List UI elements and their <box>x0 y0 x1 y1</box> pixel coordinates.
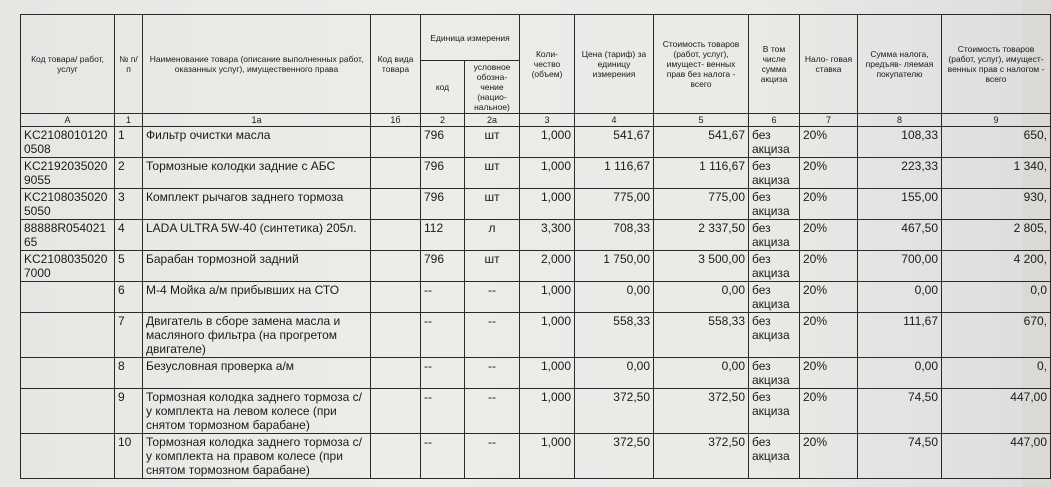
index-cell: 4 <box>575 114 654 127</box>
item-cost: 558,33 <box>654 313 749 358</box>
item-code <box>21 434 115 479</box>
col-header-tax-amount: Сумма налога, предъяв- ляемая покупателю <box>858 15 942 114</box>
item-code: KC21080350207000 <box>21 251 115 282</box>
item-tax: 0,00 <box>858 358 942 389</box>
item-unit-code: -- <box>421 434 465 479</box>
item-price: 372,50 <box>575 434 654 479</box>
item-unit: шт <box>465 158 520 189</box>
item-code <box>21 313 115 358</box>
item-unit-code: 796 <box>421 127 465 158</box>
col-header-unit-code: код <box>421 61 465 114</box>
table-row <box>21 358 1051 389</box>
item-tax-rate: 20% <box>800 251 858 282</box>
item-type-code <box>371 251 421 282</box>
col-header-unit-group: Единица измерения <box>421 15 520 61</box>
item-qty: 1,000 <box>520 282 575 313</box>
item-name: Барабан тормозной задний <box>143 251 371 282</box>
item-excise: без акциза <box>749 358 800 389</box>
item-excise: без акциза <box>749 434 800 479</box>
item-qty: 1,000 <box>520 313 575 358</box>
item-code <box>21 389 115 434</box>
item-total: 2 805, <box>942 220 1051 251</box>
index-cell: 9 <box>942 114 1051 127</box>
item-total: 670, <box>942 313 1051 358</box>
table-row <box>21 282 1051 313</box>
item-code: KC21080350205050 <box>21 189 115 220</box>
item-type-code <box>371 358 421 389</box>
item-code <box>21 358 115 389</box>
item-cost: 2 337,50 <box>654 220 749 251</box>
item-unit-code: 796 <box>421 158 465 189</box>
item-price: 775,00 <box>575 189 654 220</box>
item-unit: -- <box>465 389 520 434</box>
item-tax: 74,50 <box>858 434 942 479</box>
col-header-num: № п/п <box>115 15 143 114</box>
item-tax: 0,00 <box>858 282 942 313</box>
item-unit-code: -- <box>421 358 465 389</box>
index-cell: 6 <box>749 114 800 127</box>
index-cell: 8 <box>858 114 942 127</box>
item-name: Фильтр очистки масла <box>143 127 371 158</box>
table-row <box>21 158 1051 189</box>
item-qty: 1,000 <box>520 358 575 389</box>
item-unit-code: 796 <box>421 251 465 282</box>
item-total: 0, <box>942 358 1051 389</box>
item-type-code <box>371 158 421 189</box>
item-total: 4 200, <box>942 251 1051 282</box>
table-row <box>21 127 1051 158</box>
item-type-code <box>371 389 421 434</box>
item-cost: 372,50 <box>654 389 749 434</box>
table-row <box>21 313 1051 358</box>
item-excise: без акциза <box>749 220 800 251</box>
item-cost: 0,00 <box>654 282 749 313</box>
item-name: Тормозная колодка заднего тормоза с/у комплекта на правом колесе (при снятом тормозном барабане) <box>143 434 371 479</box>
item-tax-rate: 20% <box>800 313 858 358</box>
item-tax: 108,33 <box>858 127 942 158</box>
col-header-qty: Коли- чество (объем) <box>520 15 575 114</box>
item-tax: 223,33 <box>858 158 942 189</box>
item-qty: 3,300 <box>520 220 575 251</box>
item-unit-code: -- <box>421 282 465 313</box>
item-number: 3 <box>115 189 143 220</box>
item-total: 447,00 <box>942 389 1051 434</box>
col-header-unit-symbol: условное обозна- чение (нацио- нальное) <box>465 61 520 114</box>
item-price: 0,00 <box>575 282 654 313</box>
index-cell: 2 <box>421 114 465 127</box>
item-excise: без акциза <box>749 282 800 313</box>
item-excise: без акциза <box>749 158 800 189</box>
table-row <box>21 434 1051 479</box>
item-unit-code: -- <box>421 313 465 358</box>
item-type-code <box>371 434 421 479</box>
item-unit: л <box>465 220 520 251</box>
item-tax: 467,50 <box>858 220 942 251</box>
item-tax: 700,00 <box>858 251 942 282</box>
item-price: 1 116,67 <box>575 158 654 189</box>
table-row <box>21 189 1051 220</box>
item-name: LADA ULTRA 5W-40 (синтетика) 205л. <box>143 220 371 251</box>
item-qty: 2,000 <box>520 251 575 282</box>
item-cost: 775,00 <box>654 189 749 220</box>
item-unit-code: 112 <box>421 220 465 251</box>
item-price: 541,67 <box>575 127 654 158</box>
item-tax-rate: 20% <box>800 189 858 220</box>
item-tax: 155,00 <box>858 189 942 220</box>
item-number: 4 <box>115 220 143 251</box>
item-unit: шт <box>465 127 520 158</box>
item-total: 930, <box>942 189 1051 220</box>
col-header-tax-rate: Нало- говая ставка <box>800 15 858 114</box>
item-tax: 111,67 <box>858 313 942 358</box>
item-excise: без акциза <box>749 389 800 434</box>
index-cell: 1б <box>371 114 421 127</box>
item-cost: 0,00 <box>654 358 749 389</box>
index-cell: 2а <box>465 114 520 127</box>
table-row <box>21 251 1051 282</box>
item-number: 9 <box>115 389 143 434</box>
item-name: Безусловная проверка а/м <box>143 358 371 389</box>
item-total: 1 340, <box>942 158 1051 189</box>
col-header-type-code: Код вида товара <box>371 15 421 114</box>
item-name: М-4 Мойка а/м прибывших на СТО <box>143 282 371 313</box>
index-cell: А <box>21 114 115 127</box>
index-cell: 7 <box>800 114 858 127</box>
item-price: 372,50 <box>575 389 654 434</box>
table-row <box>21 220 1051 251</box>
item-tax: 74,50 <box>858 389 942 434</box>
item-unit: шт <box>465 189 520 220</box>
item-number: 8 <box>115 358 143 389</box>
item-code: KC21080101200508 <box>21 127 115 158</box>
item-qty: 1,000 <box>520 127 575 158</box>
col-header-cost-no-tax: Стоимость товаров (работ, услуг), имущест- венных прав без налога - всего <box>654 15 749 114</box>
item-number: 1 <box>115 127 143 158</box>
col-header-name: Наименование товара (описание выполненных работ, оказанных услуг), имущественного права <box>143 15 371 114</box>
invoice-body <box>21 127 1051 479</box>
item-name: Комплект рычагов заднего тормоза <box>143 189 371 220</box>
item-code: 88888R05402165 <box>21 220 115 251</box>
header-row-top <box>21 15 1051 61</box>
col-header-price: Цена (тариф) за единицу измерения <box>575 15 654 114</box>
item-total: 447,00 <box>942 434 1051 479</box>
item-excise: без акциза <box>749 127 800 158</box>
item-code <box>21 282 115 313</box>
item-number: 10 <box>115 434 143 479</box>
item-tax-rate: 20% <box>800 282 858 313</box>
item-excise: без акциза <box>749 189 800 220</box>
item-qty: 1,000 <box>520 389 575 434</box>
col-header-code: Код товара/ работ, услуг <box>21 15 115 114</box>
item-unit: -- <box>465 358 520 389</box>
item-unit: -- <box>465 313 520 358</box>
item-qty: 1,000 <box>520 434 575 479</box>
item-price: 558,33 <box>575 313 654 358</box>
item-excise: без акциза <box>749 313 800 358</box>
item-cost: 372,50 <box>654 434 749 479</box>
item-total: 650, <box>942 127 1051 158</box>
item-tax-rate: 20% <box>800 158 858 189</box>
item-number: 5 <box>115 251 143 282</box>
item-type-code <box>371 127 421 158</box>
item-tax-rate: 20% <box>800 220 858 251</box>
index-cell: 5 <box>654 114 749 127</box>
invoice-table <box>20 14 1051 479</box>
item-number: 7 <box>115 313 143 358</box>
item-type-code <box>371 313 421 358</box>
index-cell: 1а <box>143 114 371 127</box>
item-tax-rate: 20% <box>800 434 858 479</box>
index-cell: 3 <box>520 114 575 127</box>
item-name: Тормозная колодка заднего тормоза с/у комплекта на левом колесе (при снятом тормозном барабане) <box>143 389 371 434</box>
item-cost: 3 500,00 <box>654 251 749 282</box>
item-number: 6 <box>115 282 143 313</box>
item-type-code <box>371 220 421 251</box>
item-qty: 1,000 <box>520 158 575 189</box>
item-unit: шт <box>465 251 520 282</box>
table-row <box>21 389 1051 434</box>
item-name: Тормозные колодки задние с АБС <box>143 158 371 189</box>
item-total: 0,0 <box>942 282 1051 313</box>
item-unit-code: 796 <box>421 189 465 220</box>
item-name: Двигатель в сборе замена масла и масляного фильтра (на прогретом двигателе) <box>143 313 371 358</box>
col-header-excise: В том числе сумма акциза <box>749 15 800 114</box>
item-unit: -- <box>465 282 520 313</box>
item-type-code <box>371 282 421 313</box>
item-unit: -- <box>465 434 520 479</box>
item-unit-code: -- <box>421 389 465 434</box>
index-row <box>21 114 1051 127</box>
item-tax-rate: 20% <box>800 389 858 434</box>
item-code: KC21920350209055 <box>21 158 115 189</box>
item-tax-rate: 20% <box>800 358 858 389</box>
item-number: 2 <box>115 158 143 189</box>
item-price: 708,33 <box>575 220 654 251</box>
item-qty: 1,000 <box>520 189 575 220</box>
item-cost: 541,67 <box>654 127 749 158</box>
item-price: 0,00 <box>575 358 654 389</box>
index-cell: 1 <box>115 114 143 127</box>
col-header-cost-with-tax: Стоимость товаров (работ, услуг), имущест- венных прав с налогом - всего <box>942 15 1051 114</box>
item-cost: 1 116,67 <box>654 158 749 189</box>
item-excise: без акциза <box>749 251 800 282</box>
item-type-code <box>371 189 421 220</box>
item-price: 1 750,00 <box>575 251 654 282</box>
item-tax-rate: 20% <box>800 127 858 158</box>
